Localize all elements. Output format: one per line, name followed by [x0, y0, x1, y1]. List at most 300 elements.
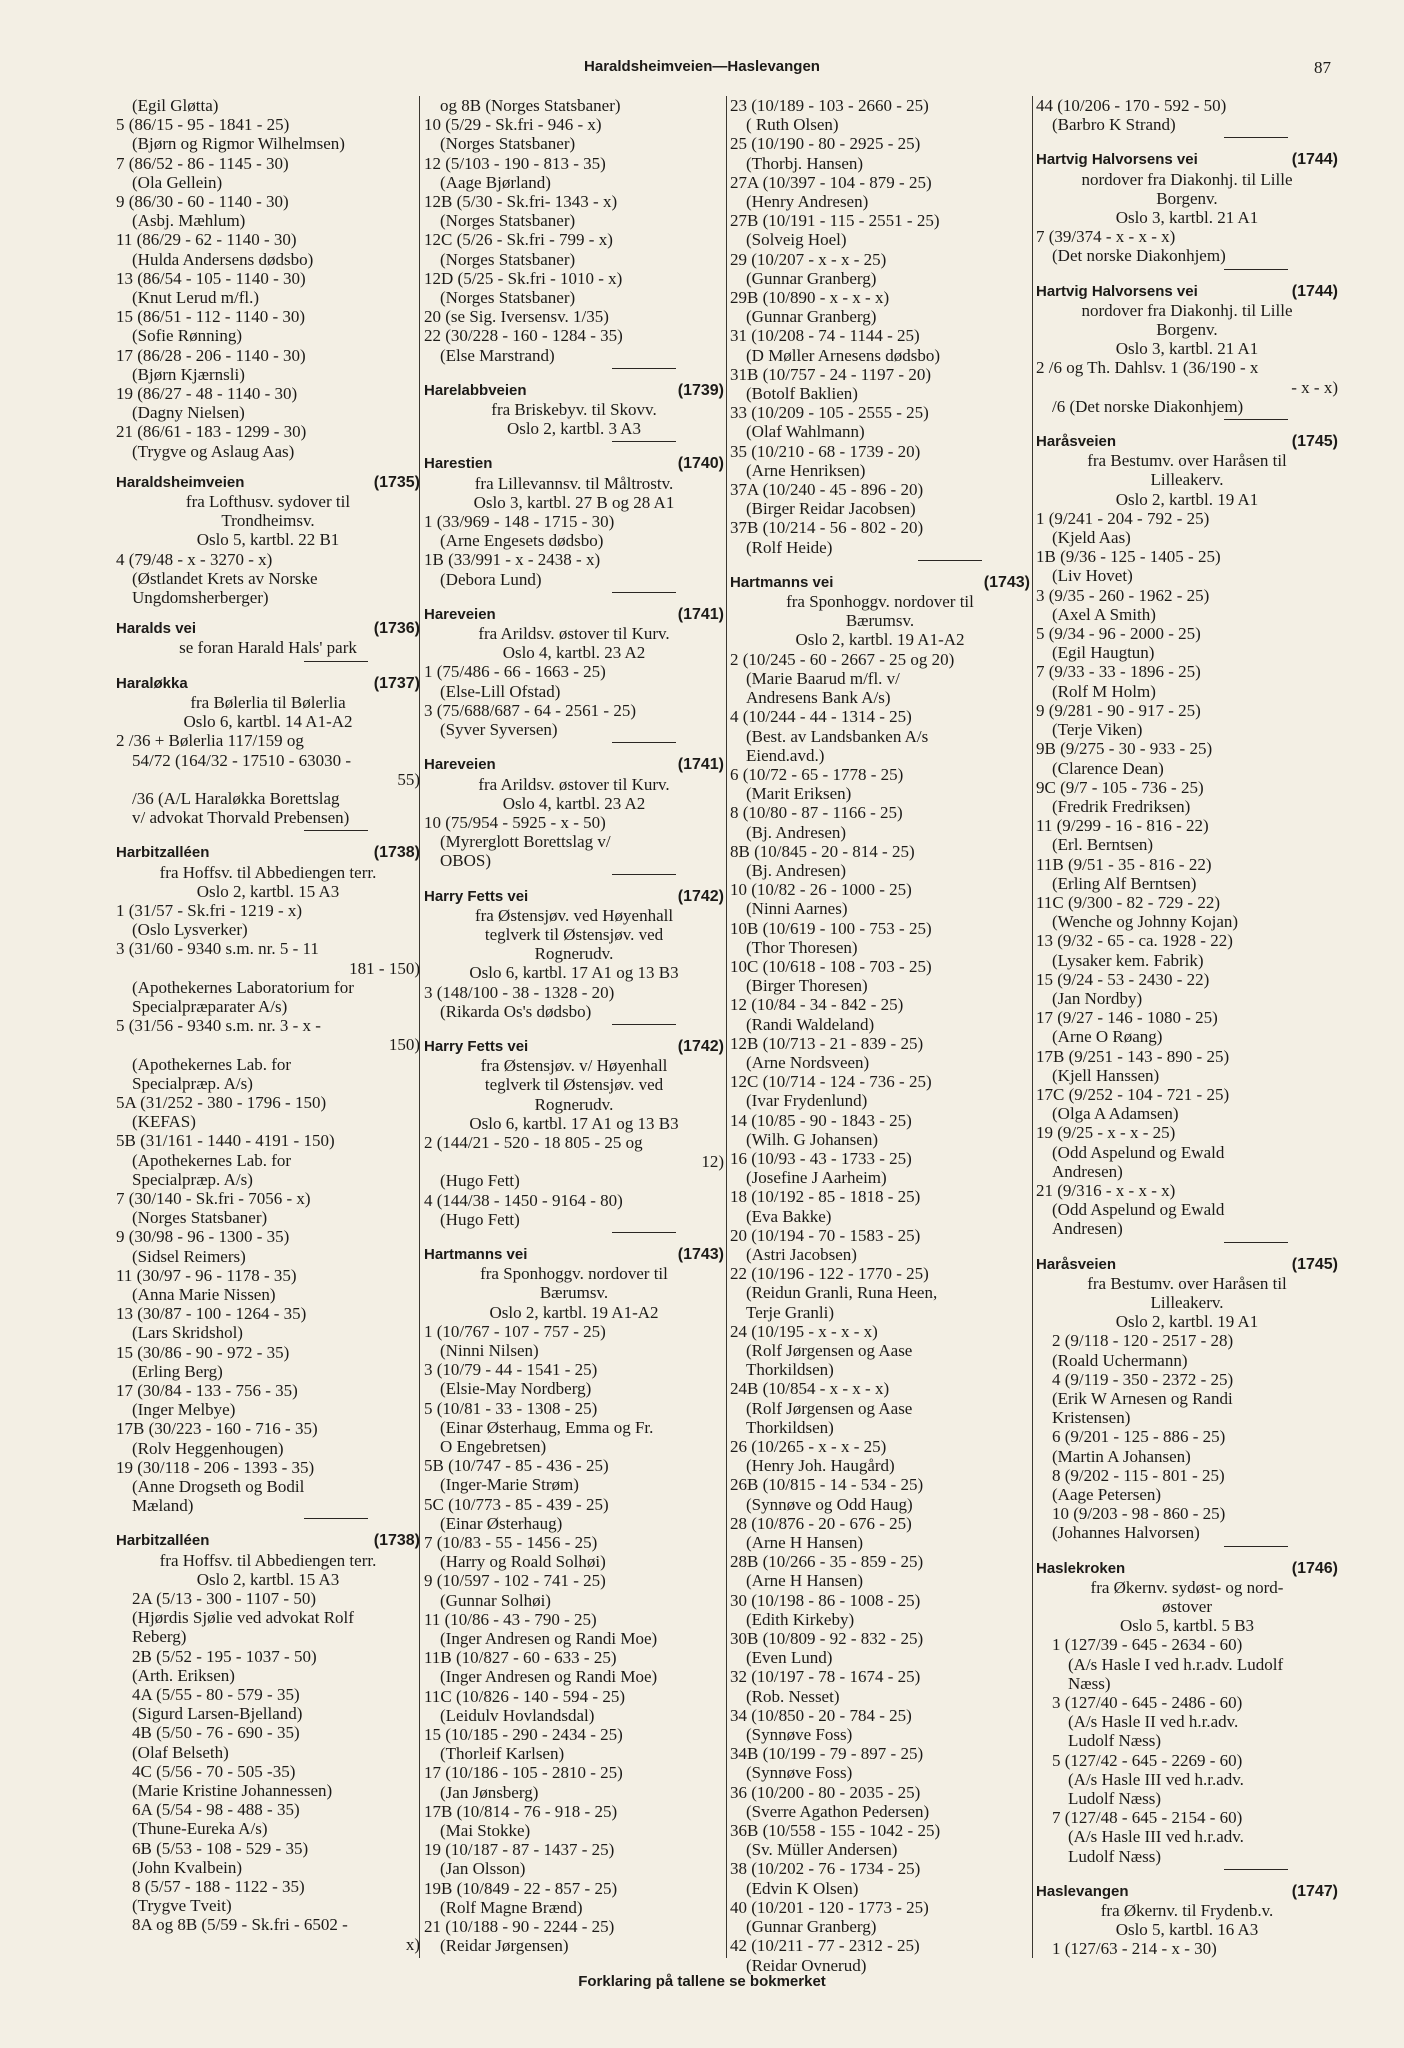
section-separator: [1224, 1869, 1288, 1870]
entry-line: 11 (10/86 - 43 - 790 - 25): [424, 1609, 597, 1629]
entry-line: (Edvin K Olsen): [746, 1878, 859, 1898]
entry-line: (Trygve og Aslaug Aas): [132, 441, 295, 461]
entry-line: (Reidar Ovnerud): [746, 1955, 867, 1975]
street-heading: [424, 454, 724, 473]
entry-line: 17C (9/252 - 104 - 721 - 25): [1036, 1084, 1230, 1104]
entry-line: (Inger Andresen og Randi Moe): [440, 1667, 658, 1687]
entry-line: 150): [388, 1035, 420, 1055]
entry-line: 12D (5/25 - Sk.fri - 1010 - x): [424, 268, 623, 288]
entry-line: Oslo 2, kartbl. 15 A3: [196, 1569, 340, 1589]
entry-line: 20 (se Sig. Iversensv. 1/35): [424, 307, 609, 327]
entry-line: 17B (30/223 - 160 - 716 - 35): [116, 1419, 318, 1439]
entry-line: 1 (9/241 - 204 - 792 - 25): [1036, 508, 1210, 528]
entry-line: 15 (86/51 - 112 - 1140 - 30): [116, 307, 306, 327]
entry-line: (Norges Statsbaner): [440, 288, 576, 308]
entry-line: (Botolf Baklien): [746, 384, 858, 404]
section-separator: [304, 830, 368, 831]
entry-line: fra Lofthusv. sydover til: [185, 492, 351, 512]
section-separator: [1224, 1546, 1288, 1547]
entry-line: 8A og 8B (5/59 - Sk.fri - 6502 -: [132, 1915, 348, 1935]
entry-line: 32 (10/197 - 78 - 1674 - 25): [730, 1667, 921, 1687]
entry-line: 12): [701, 1152, 724, 1172]
entry-line: nordover fra Diakonhj. til Lille: [1081, 169, 1293, 189]
section-separator: [612, 1232, 676, 1233]
entry-line: (Kjeld Aas): [1052, 528, 1131, 548]
entry-line: 17B (9/251 - 143 - 890 - 25): [1036, 1046, 1230, 1066]
entry-line: v/ advokat Thorvald Prebensen): [132, 808, 350, 828]
entry-line: (Reidun Granli, Runa Heen,: [746, 1283, 938, 1303]
entry-line: Rognerudv.: [534, 944, 614, 964]
entry-line: 2 (10/245 - 60 - 2667 - 25 og 20): [730, 649, 955, 669]
entry-line: 4C (5/56 - 70 - 505 -35): [132, 1761, 296, 1781]
entry-line: 12C (5/26 - Sk.fri - 799 - x): [424, 230, 613, 250]
section-separator: [304, 1518, 368, 1519]
entry-line: (Arne Henriksen): [746, 460, 866, 480]
entry-line: 7 (39/374 - x - x - x): [1036, 227, 1176, 247]
entry-line: (Liv Hovet): [1052, 566, 1133, 586]
street-code: (1739): [677, 381, 724, 399]
entry-line: 5 (9/34 - 96 - 2000 - 25): [1036, 624, 1201, 644]
entry-line: 11 (30/97 - 96 - 1178 - 35): [116, 1265, 297, 1285]
page-number: 87: [1314, 58, 1331, 77]
entry-line: Ludolf Næss): [1068, 1731, 1162, 1751]
entry-line: 44 (10/206 - 170 - 592 - 50): [1036, 96, 1227, 115]
street-name: Harbitzalléen: [116, 1532, 210, 1550]
entry-line: 4A (5/55 - 80 - 579 - 35): [132, 1685, 300, 1705]
entry-line: (Harry og Roald Solhøi): [440, 1552, 606, 1572]
entry-line: (Gunnar Granberg): [746, 268, 877, 288]
entry-line: Kristensen): [1052, 1408, 1131, 1428]
entry-line: 6A (5/54 - 98 - 488 - 35): [132, 1800, 300, 1820]
entry-line: (Erik W Arnesen og Randi: [1052, 1389, 1233, 1408]
entry-line: (Marie Kristine Johannessen): [132, 1781, 333, 1801]
entry-line: (Einar Østerhaug): [440, 1513, 563, 1533]
street-name: Haraløkka: [116, 674, 188, 692]
entry-line: 5B (31/161 - 1440 - 4191 - 150): [116, 1131, 335, 1151]
entry-line: 13 (86/54 - 105 - 1140 - 30): [116, 268, 306, 288]
entry-line: (Debora Lund): [440, 569, 542, 589]
street-heading: [116, 1531, 420, 1550]
entry-line: Oslo 6, kartbl. 14 A1-A2: [183, 712, 353, 732]
entry-line: 5C (10/773 - 85 - 439 - 25): [424, 1494, 609, 1514]
entry-line: (Axel A Smith): [1052, 604, 1156, 624]
entry-line: (Inger Andresen og Randi Moe): [440, 1629, 658, 1649]
entry-line: 11 (9/299 - 16 - 816 - 22): [1036, 816, 1209, 836]
entry-line: (Clarence Dean): [1052, 758, 1164, 778]
entry-line: (Bjørn Kjærnsli): [132, 364, 245, 384]
entry-line: 6B (5/53 - 108 - 529 - 35): [132, 1838, 309, 1858]
section-separator: [612, 874, 676, 875]
entry-line: (Erling Alf Berntsen): [1052, 873, 1197, 893]
column-divider: [726, 96, 727, 1958]
entry-line: Andresen): [1052, 1219, 1123, 1239]
entry-line: (Apothekernes Lab. for: [132, 1054, 292, 1074]
entry-line: 22 (30/228 - 160 - 1284 - 35): [424, 326, 623, 346]
entry-line: 34 (10/850 - 20 - 784 - 25): [730, 1705, 912, 1725]
entry-line: fra Hoffsv. til Abbediengen terr.: [159, 862, 377, 882]
entry-line: (Barbro K Strand): [1052, 115, 1176, 135]
entry-line: (Fredrik Fredriksen): [1052, 796, 1191, 816]
entry-line: 5 (10/81 - 33 - 1308 - 25): [424, 1398, 598, 1418]
entry-line: 7 (9/33 - 33 - 1896 - 25): [1036, 662, 1201, 682]
entry-line: (Sverre Agathon Pedersen): [746, 1801, 930, 1821]
entry-line: Oslo 4, kartbl. 23 A2: [502, 793, 646, 813]
entry-line: Reberg): [132, 1627, 187, 1647]
entry-line: fra Arildsv. østover til Kurv.: [478, 624, 670, 644]
entry-line: (Rolv Heggenhougen): [132, 1438, 284, 1458]
street-heading: [424, 605, 724, 624]
entry-line: fra Arildsv. østover til Kurv.: [478, 774, 670, 794]
section-separator: [612, 592, 676, 593]
entry-line: (Lars Skridshol): [132, 1323, 243, 1343]
entry-line: 6 (10/72 - 65 - 1778 - 25): [730, 764, 904, 784]
entry-line: fra Bestumv. over Haråsen til: [1087, 451, 1287, 471]
entry-line: (Ninni Aarnes): [746, 899, 848, 919]
entry-line: (Inger Melbye): [132, 1400, 236, 1420]
entry-line: fra Sponhoggv. nordover til: [480, 1264, 668, 1284]
entry-line: Oslo 6, kartbl. 17 A1 og 13 B3: [469, 963, 679, 983]
entry-line: 19 (30/118 - 206 - 1393 - 35): [116, 1457, 315, 1477]
entry-line: fra Hoffsv. til Abbediengen terr.: [159, 1550, 377, 1570]
text-column-4: [1036, 96, 1338, 1959]
entry-line: (Marit Eriksen): [746, 784, 852, 804]
entry-line: Oslo 3, kartbl. 27 B og 28 A1: [473, 492, 675, 512]
entry-line: 3 (9/35 - 260 - 1962 - 25): [1036, 585, 1210, 605]
entry-line: Oslo 2, kartbl. 19 A1: [1115, 489, 1259, 509]
entry-line: Oslo 2, kartbl. 19 A1: [1115, 1312, 1259, 1332]
entry-line: (Sidsel Reimers): [132, 1246, 246, 1266]
entry-line: (Gunnar Granberg): [746, 1917, 877, 1937]
entry-line: teglverk til Østensjøv. ved: [484, 924, 664, 944]
street-name: Hartmanns vei: [424, 1245, 528, 1263]
entry-line: (Sofie Rønning): [132, 326, 243, 346]
entry-line: (A/s Hasle III ved h.r.adv.: [1068, 1827, 1244, 1847]
street-name: Haraldsheimveien: [116, 473, 245, 491]
entry-line: (Ivar Frydenlund): [746, 1091, 868, 1111]
entry-line: 3 (75/688/687 - 64 - 2561 - 25): [424, 700, 637, 720]
entry-line: (Henry Andresen): [746, 192, 869, 212]
entry-line: 4B (5/50 - 76 - 690 - 35): [132, 1723, 300, 1743]
entry-line: (Best. av Landsbanken A/s: [746, 726, 929, 746]
entry-line: - x - x): [1291, 377, 1338, 397]
entry-line: (Terje Viken): [1052, 720, 1143, 740]
entry-line: 34B (10/199 - 79 - 897 - 25): [730, 1744, 924, 1764]
entry-line: Bærumsv.: [845, 611, 915, 631]
street-name: Harry Fetts vei: [424, 887, 529, 905]
entry-line: /36 (A/L Haraløkka Borettslag: [132, 788, 340, 808]
street-heading: [1036, 1559, 1338, 1578]
entry-line: (Sv. Müller Andersen): [746, 1840, 898, 1860]
street-code: (1741): [677, 605, 724, 623]
entry-line: Oslo 5, kartbl. 16 A3: [1115, 1920, 1259, 1940]
entry-line: 9 (86/30 - 60 - 1140 - 30): [116, 192, 289, 212]
entry-line: (Henry Joh. Haugård): [746, 1456, 895, 1476]
entry-line: (Norges Statsbaner): [132, 1208, 268, 1228]
entry-line: Borgenv.: [1156, 320, 1218, 340]
entry-line: Oslo 2, kartbl. 15 A3: [196, 881, 340, 901]
street-heading: [116, 619, 420, 638]
street-heading: [730, 573, 1030, 592]
entry-line: 12C (10/714 - 124 - 736 - 25): [730, 1072, 932, 1092]
entry-line: (Else Marstrand): [440, 345, 555, 365]
entry-line: (Rikarda Os's dødsbo): [440, 1001, 592, 1021]
entry-line: 27B (10/191 - 115 - 2551 - 25): [730, 211, 940, 231]
entry-line: (Mai Stokke): [440, 1821, 531, 1841]
entry-line: 28 (10/876 - 20 - 676 - 25): [730, 1513, 912, 1533]
entry-line: 2B (5/52 - 195 - 1037 - 50): [132, 1646, 317, 1666]
entry-line: (Arne H Hansen): [746, 1533, 864, 1553]
street-code: (1741): [677, 756, 724, 774]
entry-line: se foran Harald Hals' park: [179, 638, 357, 658]
entry-line: (Jan Jønsberg): [440, 1782, 539, 1802]
entry-line: 8 (10/80 - 87 - 1166 - 25): [730, 803, 903, 823]
entry-line: (Roald Uchermann): [1052, 1350, 1188, 1370]
entry-line: og 8B (Norges Statsbaner): [440, 96, 621, 115]
entry-line: 40 (10/201 - 120 - 1773 - 25): [730, 1897, 929, 1917]
street-name: Haslevangen: [1036, 1882, 1129, 1900]
entry-line: 17 (10/186 - 105 - 2810 - 25): [424, 1763, 623, 1783]
entry-line: Andresen): [1052, 1161, 1123, 1181]
entry-line: (Bjørn og Rigmor Wilhelmsen): [132, 134, 345, 154]
street-name: Harestien: [424, 455, 493, 473]
street-code: (1740): [677, 455, 724, 473]
section-separator: [612, 441, 676, 442]
street-heading: [1036, 150, 1338, 169]
page-header-title: Haraldsheimveien—Haslevangen: [584, 58, 820, 75]
entry-line: 8B (10/845 - 20 - 814 - 25): [730, 841, 915, 861]
entry-line: 19B (10/849 - 22 - 857 - 25): [424, 1878, 618, 1898]
entry-line: (Arne Engesets dødsbo): [440, 531, 604, 551]
entry-line: Specialpræp. A/s): [132, 1073, 253, 1093]
entry-line: 31B (10/757 - 24 - 1197 - 20): [730, 364, 931, 384]
entry-line: (Gunnar Granberg): [746, 307, 877, 327]
entry-line: 6 (9/201 - 125 - 886 - 25): [1052, 1427, 1226, 1447]
entry-line: 4 (79/48 - x - 3270 - x): [116, 549, 273, 569]
entry-line: (Rolf Heide): [746, 537, 833, 557]
entry-line: 36B (10/558 - 155 - 1042 - 25): [730, 1821, 941, 1841]
entry-line: (Synnøve Foss): [746, 1725, 853, 1745]
street-heading: [424, 887, 724, 906]
entry-line: 35 (10/210 - 68 - 1739 - 20): [730, 441, 921, 461]
entry-line: Specialpræp. A/s): [132, 1169, 253, 1189]
entry-line: Oslo 2, kartbl. 19 A1-A2: [489, 1302, 659, 1322]
entry-line: (Else-Lill Ofstad): [440, 681, 561, 701]
entry-line: (Norges Statsbaner): [440, 211, 576, 231]
entry-line: 7 (127/48 - 645 - 2154 - 60): [1052, 1808, 1243, 1828]
entry-line: (Arne H Hansen): [746, 1571, 864, 1591]
entry-line: (Wilh. G Johansen): [746, 1129, 878, 1149]
street-code: (1745): [1291, 1255, 1338, 1273]
entry-line: 5A (31/252 - 380 - 1796 - 150): [116, 1092, 327, 1112]
entry-line: 5 (31/56 - 9340 s.m. nr. 3 - x -: [116, 1016, 321, 1036]
street-name: Hartvig Halvorsens vei: [1036, 151, 1198, 169]
entry-line: 1B (9/36 - 125 - 1405 - 25): [1036, 547, 1221, 567]
entry-line: (Rolf Magne Brænd): [440, 1897, 583, 1917]
entry-line: 30 (10/198 - 86 - 1008 - 25): [730, 1590, 921, 1610]
street-name: Harry Fetts vei: [424, 1037, 529, 1055]
entry-line: 26 (10/265 - x - x - 25): [730, 1437, 887, 1457]
street-heading: [1036, 1255, 1338, 1274]
entry-line: (Odd Aspelund og Ewald: [1052, 1200, 1225, 1220]
entry-line: 29 (10/207 - x - x - 25): [730, 249, 887, 269]
entry-line: (Wenche og Johnny Kojan): [1052, 912, 1239, 932]
entry-line: (Østlandet Krets av Norske: [132, 568, 318, 588]
entry-line: (John Kvalbein): [132, 1857, 243, 1877]
street-name: Hartmanns vei: [730, 573, 834, 591]
entry-line: OBOS): [440, 851, 492, 871]
entry-line: 10 (75/954 - 5925 - x - 50): [424, 812, 606, 832]
entry-line: (Norges Statsbaner): [440, 134, 576, 154]
entry-line: 1 (10/767 - 107 - 757 - 25): [424, 1321, 606, 1341]
entry-line: 12 (5/103 - 190 - 813 - 35): [424, 153, 606, 173]
entry-line: Bærumsv.: [539, 1283, 609, 1303]
entry-line: 1 (33/969 - 148 - 1715 - 30): [424, 512, 615, 532]
section-separator: [612, 742, 676, 743]
street-heading: [116, 473, 420, 492]
street-name: Hareveien: [424, 605, 496, 623]
entry-line: (Egil Gløtta): [132, 96, 219, 115]
entry-line: (Bj. Andresen): [746, 860, 847, 880]
entry-line: (Thorbj. Hansen): [746, 153, 864, 173]
street-code: (1743): [677, 1245, 724, 1263]
entry-line: 22 (10/196 - 122 - 1770 - 25): [730, 1264, 929, 1284]
entry-line: 14 (10/85 - 90 - 1843 - 25): [730, 1110, 912, 1130]
entry-line: Oslo 4, kartbl. 23 A2: [502, 643, 646, 663]
section-separator: [612, 368, 676, 369]
entry-line: 26B (10/815 - 14 - 534 - 25): [730, 1475, 924, 1495]
entry-line: 38 (10/202 - 76 - 1734 - 25): [730, 1859, 921, 1879]
street-heading: [424, 1037, 724, 1056]
entry-line: 1B (33/991 - x - 2438 - x): [424, 550, 601, 570]
entry-line: (Birger Reidar Jacobsen): [746, 499, 916, 519]
entry-line: O Engebretsen): [440, 1437, 547, 1456]
entry-line: teglverk til Østensjøv. ved: [484, 1075, 664, 1095]
street-code: (1747): [1291, 1882, 1338, 1900]
entry-line: fra Økernv. sydøst- og nord-: [1090, 1577, 1284, 1597]
entry-line: (Asbj. Mæhlum): [132, 211, 246, 231]
entry-line: 9B (9/275 - 30 - 933 - 25): [1036, 739, 1213, 759]
entry-line: 9C (9/7 - 105 - 736 - 25): [1036, 777, 1204, 797]
column-divider: [1032, 96, 1033, 1958]
entry-line: (Aage Petersen): [1052, 1485, 1162, 1505]
entry-line: Rognerudv.: [534, 1094, 614, 1114]
entry-line: (Syver Syversen): [440, 720, 558, 740]
entry-line: 21 (10/188 - 90 - 2244 - 25): [424, 1917, 615, 1937]
entry-line: 2A (5/13 - 300 - 1107 - 50): [132, 1589, 316, 1609]
entry-line: 25 (10/190 - 80 - 2925 - 25): [730, 134, 921, 154]
entry-line: fra Briskebyv. til Skovv.: [491, 400, 657, 420]
street-heading: [424, 1245, 724, 1264]
entry-line: 54/72 (164/32 - 17510 - 63030 -: [132, 750, 352, 770]
entry-line: (Arth. Eriksen): [132, 1665, 235, 1685]
entry-line: 5B (10/747 - 85 - 436 - 25): [424, 1456, 609, 1476]
entry-line: 8 (5/57 - 188 - 1122 - 35): [132, 1877, 305, 1897]
entry-line: 12B (10/713 - 21 - 839 - 25): [730, 1033, 924, 1053]
entry-line: 1 (127/39 - 645 - 2634 - 60): [1052, 1635, 1243, 1655]
entry-line: fra Sponhoggv. nordover til: [786, 592, 974, 612]
entry-line: 3 (10/79 - 44 - 1541 - 25): [424, 1360, 598, 1380]
entry-line: 19 (10/187 - 87 - 1437 - 25): [424, 1840, 615, 1860]
entry-line: 11B (10/827 - 60 - 633 - 25): [424, 1648, 617, 1668]
entry-line: 13 (30/87 - 100 - 1264 - 35): [116, 1304, 307, 1324]
entry-line: (Synnøve og Odd Haug): [746, 1494, 913, 1514]
entry-line: (Martin A Johansen): [1052, 1446, 1191, 1466]
entry-line: (Olaf Belseth): [132, 1742, 229, 1762]
entry-line: 181 - 150): [349, 958, 420, 978]
entry-line: 24 (10/195 - x - x - x): [730, 1321, 878, 1341]
entry-line: (Anna Marie Nissen): [132, 1284, 276, 1304]
entry-line: Thorkildsen): [746, 1360, 834, 1380]
entry-line: Oslo 2, kartbl. 3 A3: [506, 419, 642, 439]
entry-line: (Rolf Jørgensen og Aase: [746, 1398, 913, 1418]
entry-line: Næss): [1068, 1673, 1111, 1693]
entry-line: 10 (10/82 - 26 - 1000 - 25): [730, 880, 912, 900]
entry-line: (Arne Nordsveen): [746, 1052, 870, 1072]
entry-line: (Norges Statsbaner): [440, 249, 576, 269]
text-column-2: [424, 96, 724, 1955]
entry-line: (Inger-Marie Strøm): [440, 1475, 579, 1495]
entry-line: (Marie Baarud m/fl. v/: [746, 668, 900, 688]
entry-line: 7 (30/140 - Sk.fri - 7056 - x): [116, 1188, 311, 1208]
entry-line: fra Lillevannsv. til Måltrostv.: [474, 473, 674, 493]
street-heading: [424, 755, 724, 774]
entry-line: 37B (10/214 - 56 - 802 - 20): [730, 518, 924, 538]
entry-line: (A/s Hasle I ved h.r.adv. Ludolf: [1068, 1654, 1284, 1674]
street-code: (1744): [1291, 151, 1338, 169]
entry-line: ( Ruth Olsen): [746, 115, 839, 135]
street-heading: [1036, 1882, 1338, 1901]
street-heading: [116, 674, 420, 693]
entry-line: 17B (10/814 - 76 - 918 - 25): [424, 1801, 618, 1821]
entry-line: 2 (9/118 - 120 - 2517 - 28): [1052, 1331, 1234, 1351]
street-code: (1743): [983, 573, 1030, 591]
section-separator: [1224, 1242, 1288, 1243]
entry-line: (Thor Thoresen): [746, 937, 858, 957]
entry-line: 17 (9/27 - 146 - 1080 - 25): [1036, 1008, 1218, 1028]
entry-line: (A/s Hasle II ved h.r.adv.: [1068, 1712, 1239, 1732]
section-separator: [304, 661, 368, 662]
entry-line: (Egil Haugtun): [1052, 643, 1155, 663]
entry-line: /6 (Det norske Diakonhjem): [1052, 396, 1244, 416]
entry-line: (Hulda Andersens dødsbo): [132, 249, 314, 269]
entry-line: (Randi Waldeland): [746, 1014, 875, 1034]
entry-line: 18 (10/192 - 85 - 1818 - 25): [730, 1187, 921, 1207]
entry-line: Lilleakerv.: [1150, 1292, 1224, 1312]
entry-line: 4 (144/38 - 1450 - 9164 - 80): [424, 1190, 623, 1210]
entry-line: (Dagny Nielsen): [132, 403, 245, 423]
entry-line: (Knut Lerud m/fl.): [132, 288, 259, 308]
entry-line: (Ninni Nilsen): [440, 1340, 539, 1360]
entry-line: (Kjell Hanssen): [1052, 1065, 1160, 1085]
entry-line: 3 (148/100 - 38 - 1328 - 20): [424, 982, 615, 1002]
entry-line: 29B (10/890 - x - x - x): [730, 288, 890, 308]
entry-line: fra Økernv. til Frydenb.v.: [1100, 1901, 1274, 1921]
entry-line: 4 (10/244 - 44 - 1314 - 25): [730, 707, 912, 727]
entry-line: (Erl. Berntsen): [1052, 835, 1154, 855]
entry-line: fra Østensjøv. ved Høyenhall: [474, 905, 674, 925]
entry-line: (Sigurd Larsen-Bjelland): [132, 1704, 303, 1724]
entry-line: 10 (9/203 - 98 - 860 - 25): [1052, 1504, 1226, 1524]
entry-line: Ungdomsherberger): [132, 588, 269, 608]
street-heading: [1036, 282, 1338, 301]
entry-line: (Aage Bjørland): [440, 172, 551, 192]
entry-line: 37A (10/240 - 45 - 896 - 20): [730, 480, 924, 500]
entry-line: 11C (9/300 - 82 - 729 - 22): [1036, 892, 1220, 912]
entry-line: (Rolf M Holm): [1052, 681, 1156, 701]
entry-line: 5 (127/42 - 645 - 2269 - 60): [1052, 1750, 1243, 1770]
entry-line: 30B (10/809 - 92 - 832 - 25): [730, 1629, 924, 1649]
entry-line: (KEFAS): [132, 1112, 196, 1132]
